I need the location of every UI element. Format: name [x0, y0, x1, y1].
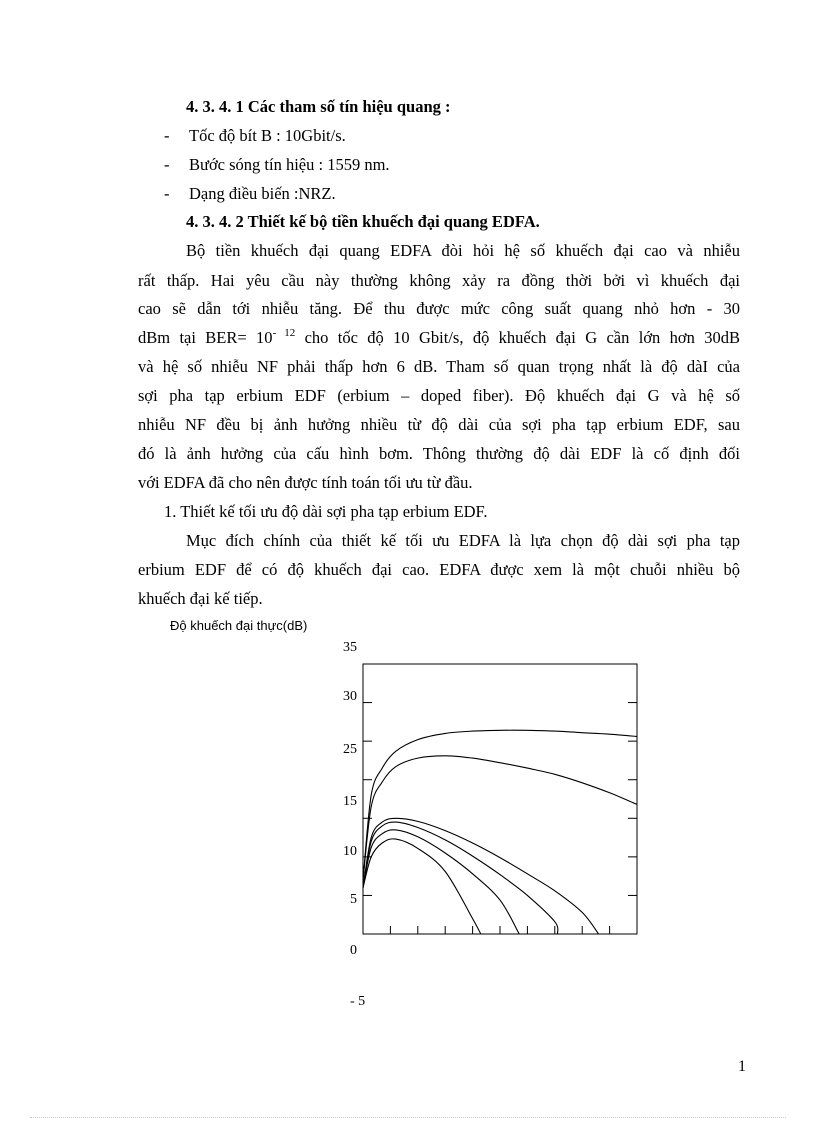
paragraph-1-line-1: Bộ tiền khuếch đại quang EDFA đòi hỏi hệ số khuếch đại cao và nhiễu	[186, 241, 740, 260]
list-item-bit-rate: Tốc độ bít B : 10Gbit/s.	[189, 126, 346, 145]
ber-text: dBm tại BER= 10	[138, 328, 273, 347]
paragraph-1-line-6: sợi pha tạp erbium EDF (erbium – doped fiber). Độ khuếch đại G và hệ số	[138, 386, 740, 405]
bullet-dash: -	[164, 184, 170, 203]
list-item-wavelength: Bước sóng tín hiệu : 1559 nm.	[189, 155, 390, 174]
series-line-curve-3	[363, 818, 599, 934]
ber-exponent: - 12	[272, 326, 296, 339]
paragraph-2-line-1: Mục đích chính của thiết kế tối ưu EDFA là lựa chọn độ dài sợi pha tạp	[186, 531, 740, 550]
bullet-dash: -	[164, 155, 170, 174]
y-tick-label: 35	[343, 640, 357, 655]
y-tick-label: 10	[343, 844, 357, 859]
list-item-modulation: Dạng điều biến :NRZ.	[189, 184, 336, 203]
series-line-curve-5	[363, 830, 519, 934]
chart-y-axis-label: Độ khuếch đại thực(dB)	[170, 618, 308, 633]
y-tick-label: 30	[343, 689, 357, 704]
y-tick-label: 5	[350, 892, 357, 907]
paragraph-1-line-2: rất thấp. Hai yêu cầu này thường không xảy ra đồng thời bởi vì khuếch đại	[138, 271, 740, 290]
series-line-curve-2	[363, 756, 637, 880]
series-line-curve-6	[363, 839, 481, 934]
y-tick-label: 15	[343, 794, 357, 809]
paragraph-1-line-7: nhiễu NF đều bị ảnh hưởng nhiều từ độ dài của sợi pha tạp erbium EDF, sau	[138, 415, 740, 434]
section-heading-4342: 4. 3. 4. 2 Thiết kế bộ tiền khuếch đại quang EDFA.	[186, 212, 540, 231]
paragraph-1-line-3: cao sẽ dẫn tới nhiễu tăng. Để thu được mức công suất quang nhỏ hơn - 30	[138, 299, 740, 318]
paragraph-2-line-3: khuếch đại kế tiếp.	[138, 589, 263, 608]
plot-frame	[363, 664, 637, 934]
paragraph-2-line-2: erbium EDF để có độ khuếch đại cao. EDFA được xem là một chuỗi nhiều bộ	[138, 560, 740, 579]
paragraph-1-line-5: và hệ số nhiễu NF phải thấp hơn 6 dB. Tham số quan trọng nhất là độ dàI của	[138, 357, 740, 376]
paragraph-1-line-9: với EDFA đã cho nên được tính toán tối ưu từ đầu.	[138, 473, 473, 492]
y-tick-label: 0	[350, 943, 357, 958]
paragraph-1-line-8: đó là ảnh hưởng của cấu hình bơm. Thông thường độ dài EDF là cố định đối	[138, 444, 740, 463]
numbered-item-1: 1. Thiết kế tối ưu độ dài sợi pha tạp erbium EDF.	[164, 502, 488, 521]
ber-text-rest: cho tốc độ 10 Gbit/s, độ khuếch đại G cần lớn hơn 30dB	[295, 328, 740, 347]
bullet-dash: -	[164, 126, 170, 145]
section-heading-4341: 4. 3. 4. 1 Các tham số tín hiệu quang :	[186, 97, 451, 116]
page-number: 1	[738, 1058, 746, 1075]
y-tick-label: 25	[343, 742, 357, 757]
footer-divider	[30, 1117, 786, 1118]
y-tick-label: - 5	[350, 994, 366, 1009]
